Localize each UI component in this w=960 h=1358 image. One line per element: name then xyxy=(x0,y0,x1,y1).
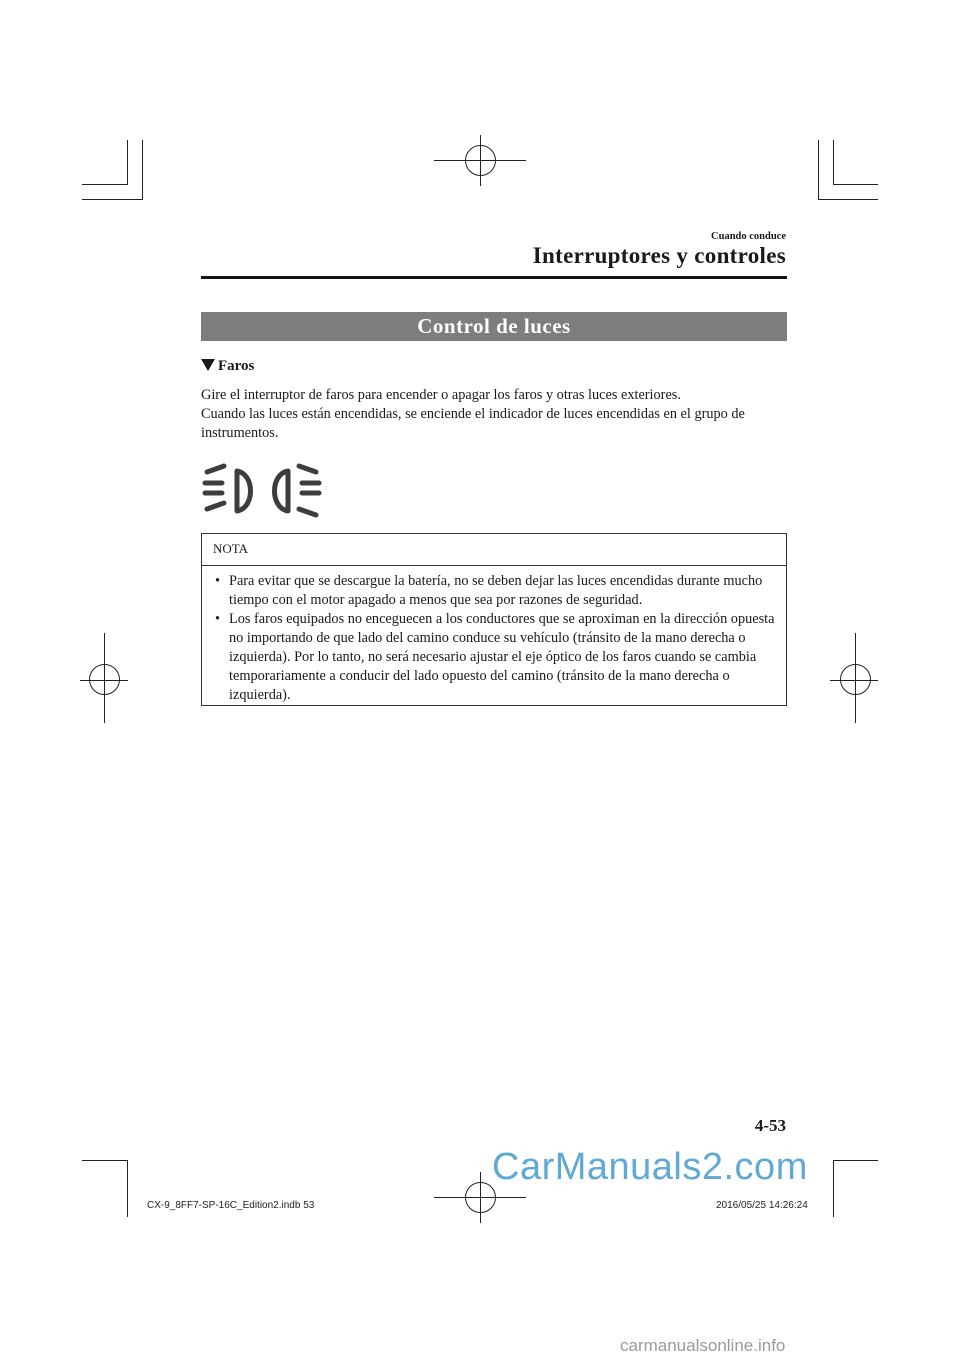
note-heading: NOTA xyxy=(202,534,786,566)
body-text xyxy=(201,386,787,443)
section-title: Interruptores y controles xyxy=(532,243,786,268)
crop-mark xyxy=(127,140,128,185)
bullet-icon: • xyxy=(215,573,221,589)
crop-mark xyxy=(82,199,142,200)
crop-mark xyxy=(818,140,819,200)
header-rule xyxy=(201,276,787,279)
bullet-icon: • xyxy=(215,611,221,627)
chapter-title: Cuando conduce xyxy=(711,231,786,242)
note-box xyxy=(201,533,787,706)
crop-mark xyxy=(833,140,834,185)
list-item xyxy=(202,572,786,610)
footer-timestamp: 2016/05/25 14:26:24 xyxy=(716,1200,808,1211)
crop-mark xyxy=(82,184,127,185)
registration-circle xyxy=(465,145,496,176)
watermark: CarManuals2.com xyxy=(492,1146,808,1188)
crop-mark xyxy=(82,1160,127,1161)
crop-mark xyxy=(833,184,878,185)
triangle-down-icon xyxy=(201,359,215,371)
note-item-text: Para evitar que se descargue la batería, no se deben dejar las luces encendidas durante mucho tiempo con el motor apagado a menos que sea por razones de seguridad. xyxy=(229,573,763,608)
subsection-label: Faros xyxy=(218,358,255,374)
crop-mark xyxy=(818,199,878,200)
subsection-heading xyxy=(201,358,254,375)
registration-circle xyxy=(89,664,120,695)
note-item-text: Los faros equipados no enceguecen a los conductores que se aproximan en la dirección opuesta no importando de que lado del camino conduce su vehículo (tránsito de la mano derecha o izquierda). Por lo tanto, no será necesario ajustar el eje óptico de los faros cuando se cambia temporariamente a conducir del lado opuesto del camino (tránsito de la mano derecha o izquierda). xyxy=(229,611,775,703)
crop-mark xyxy=(127,1160,128,1217)
headlight-indicator-icon xyxy=(201,462,325,520)
page-title: Control de luces xyxy=(201,312,787,341)
list-item xyxy=(202,610,786,705)
registration-circle xyxy=(840,664,871,695)
crop-mark xyxy=(833,1160,878,1161)
note-list xyxy=(202,572,786,705)
crop-mark xyxy=(142,140,143,200)
paragraph: Gire el interruptor de faros para encender o apagar los faros y otras luces exteriores. xyxy=(201,387,681,403)
footer-filename: CX-9_8FF7-SP-16C_Edition2.indb 53 xyxy=(147,1200,315,1211)
crop-mark xyxy=(833,1160,834,1217)
paragraph: Cuando las luces están encendidas, se enciende el indicador de luces encendidas en el grupo de instrumentos. xyxy=(201,406,745,441)
watermark-secondary: carmanualsonline.info xyxy=(620,1336,786,1355)
page-number: 4-53 xyxy=(754,1116,786,1135)
